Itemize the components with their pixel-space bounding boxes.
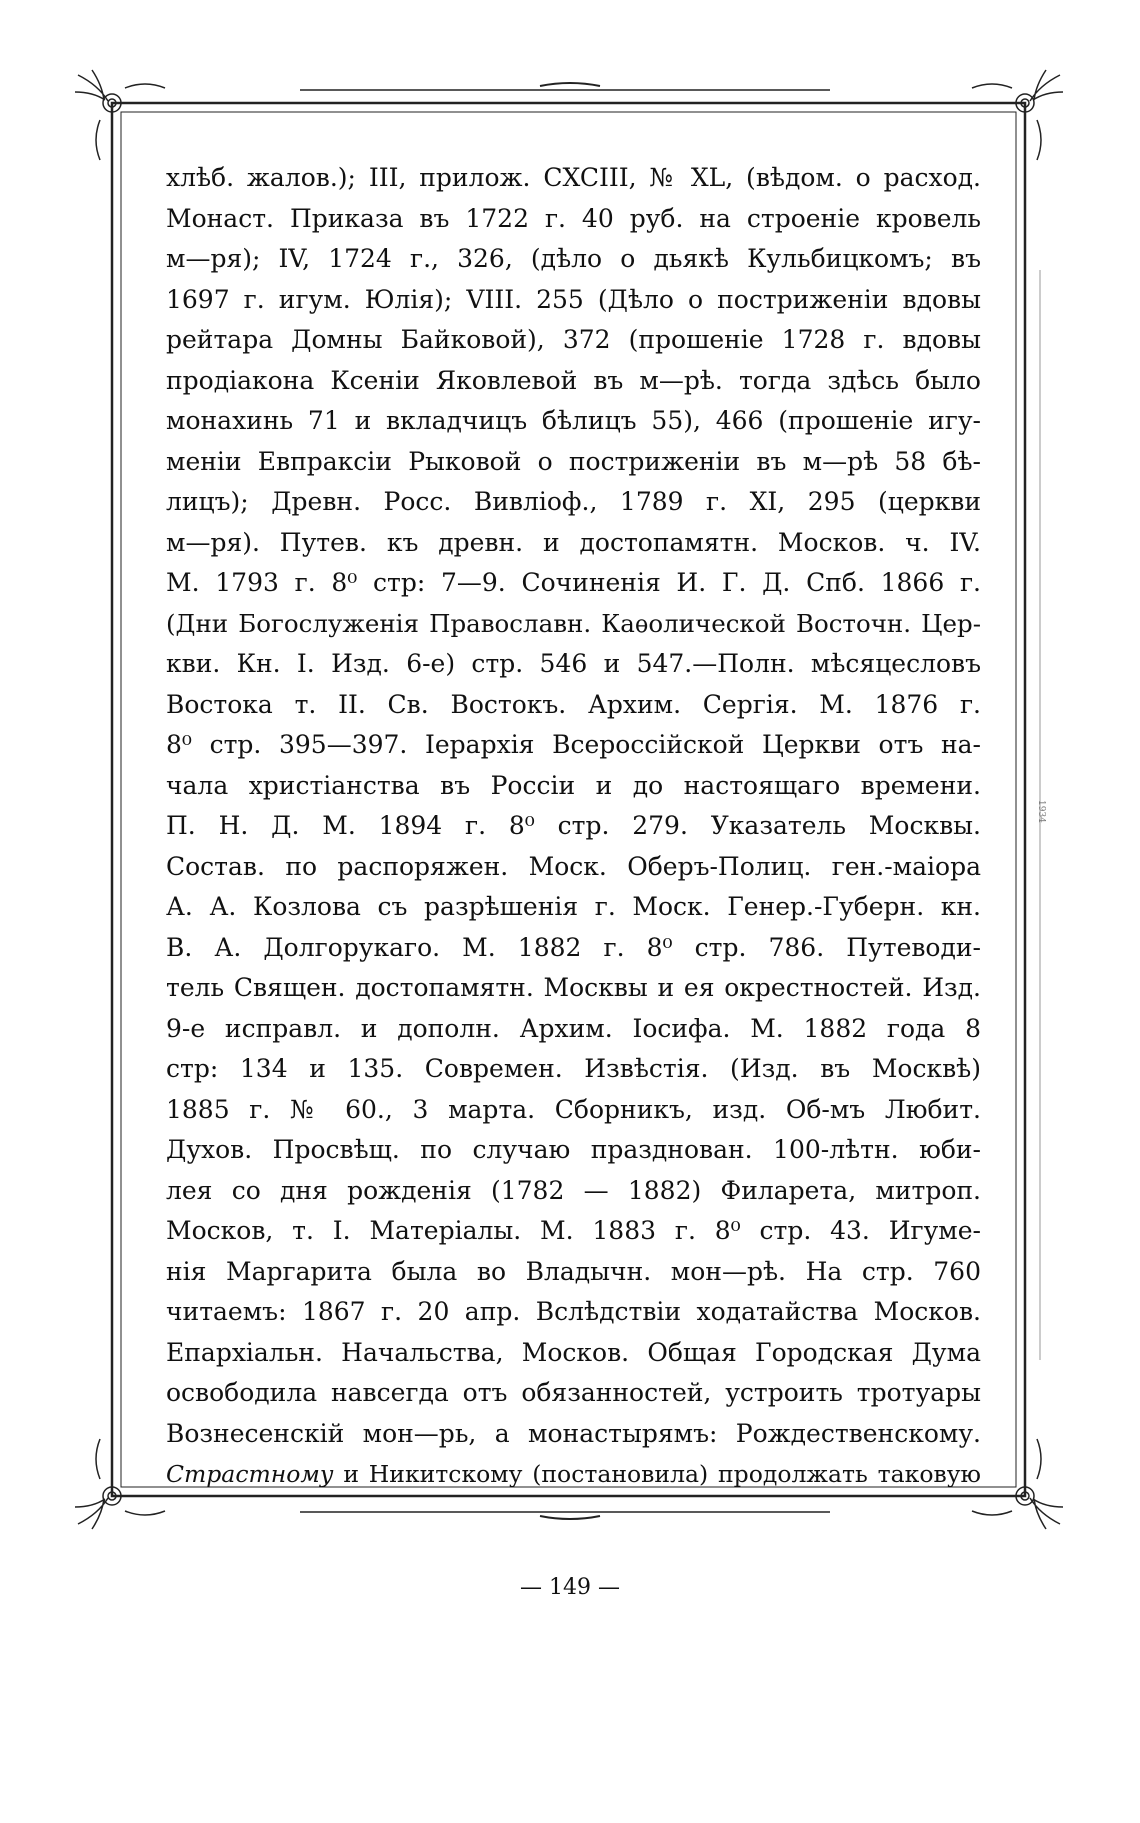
text-line: чала христіанства въ Россіи и до настоящаго времени. [166, 770, 981, 800]
text-line: Востока т. II. Св. Востокъ. Архим. Сергія. М. 1876 г. [166, 689, 981, 719]
text-line: читаемъ: 1867 г. 20 апр. Вслѣдствіи ходатайства Москов. [166, 1297, 981, 1326]
text-line: м—ря); IV, 1724 г., 326, (дѣло о дьякѣ Кульбицкомъ; въ [166, 244, 981, 273]
text-line: продіакона Ксеніи Яковлевой въ м—рѣ. тогда здѣсь было [166, 365, 981, 395]
document-body [166, 158, 981, 1495]
text-line: лея со дня рожденія (1782 — 1882) Филарета, митроп. [166, 1175, 981, 1205]
text-line: В. А. Долгорукаго. М. 1882 г. 8⁰ стр. 786. Путеводи- [166, 932, 981, 962]
corner-bottom-left [75, 1439, 165, 1529]
text-line: Вознесенскій мон—рь, а монастырямъ: Рождественскому. [166, 1418, 981, 1448]
text-line: (Дни Богослуженія Православн. Каѳолической Восточн. Цер- [166, 608, 981, 638]
page-number: — 149 — [520, 1575, 620, 1600]
margin-mark: 1934 [1036, 800, 1046, 823]
text-line: М. 1793 г. 8⁰ стр: 7—9. Сочиненія И. Г. Д. Спб. 1866 г. [166, 568, 981, 597]
text-line: Епархіальн. Начальства, Москов. Общая Городская Дума [166, 1337, 981, 1367]
text-line: м—ря). Путев. къ древн. и достопамятн. Москов. ч. IV. [166, 527, 981, 557]
text-line: монахинь 71 и вкладчицъ бѣлицъ 55), 466 (прошеніе игу- [166, 406, 981, 435]
text-line: Москов, т. I. Матеріалы. М. 1883 г. 8⁰ стр. 43. Игуме- [166, 1216, 981, 1245]
text-line: лицъ); Древн. Росс. Вивліоф., 1789 г. XI, 295 (церкви [166, 487, 981, 516]
text-line: 9-е исправл. и дополн. Архим. Іосифа. М. 1882 года 8 [166, 1013, 981, 1043]
text-line: П. Н. Д. М. 1894 г. 8⁰ стр. 279. Указатель Москвы. [166, 811, 981, 840]
text-line: освободила навсегда отъ обязанностей, устроить тротуары [166, 1378, 981, 1407]
text-line: меніи Евпраксіи Рыковой о постриженіи въ м—рѣ 58 бѣ- [166, 446, 981, 476]
corner-bottom-right [972, 1439, 1063, 1529]
text-line: тель Священ. достопамятн. Москвы и ея окрестностей. Изд. [166, 973, 981, 1002]
corner-top-right [972, 70, 1063, 160]
text-line: стр: 134 и 135. Современ. Извѣстія. (Изд. въ Москвѣ) [166, 1054, 981, 1083]
text-line: 1697 г. игум. Юлія); VIII. 255 (Дѣло о постриженіи вдовы [166, 284, 981, 314]
text-line-rest: и Никитскому (постановила) продолжать таковую [333, 1460, 981, 1488]
text-line: А. А. Козлова съ разрѣшенія г. Моск. Генер.-Губерн. кн. [166, 892, 981, 921]
text-line: кви. Кн. I. Изд. 6-е) стр. 546 и 547.—Полн. мѣсяцесловъ [166, 649, 981, 678]
text-line: хлѣб. жалов.); III, прилож. CXCIII, № XL, (вѣдом. о расход. [166, 163, 981, 192]
text-line: нія Маргарита была во Владычн. мон—рѣ. На стр. 760 [166, 1256, 981, 1286]
italic-word: Страстному [166, 1460, 334, 1488]
text-line: 1885 г. № 60., 3 марта. Сборникъ, изд. Об-мъ Любит. [166, 1094, 981, 1124]
text-line: Монаст. Приказа въ 1722 г. 40 руб. на строеніе кровель [166, 203, 981, 233]
text-line-last [166, 1454, 981, 1495]
text-line: Состав. по распоряжен. Моск. Оберъ-Полиц. ген.-маіора [166, 851, 981, 881]
corner-top-left [75, 70, 165, 160]
text-line: рейтара Домны Байковой), 372 (прошеніе 1728 г. вдовы [166, 325, 981, 354]
text-line: Духов. Просвѣщ. по случаю празднован. 100-лѣтн. юби- [166, 1135, 981, 1164]
text-line: 8⁰ стр. 395—397. Іерархія Всероссійской Церкви отъ на- [166, 730, 981, 759]
